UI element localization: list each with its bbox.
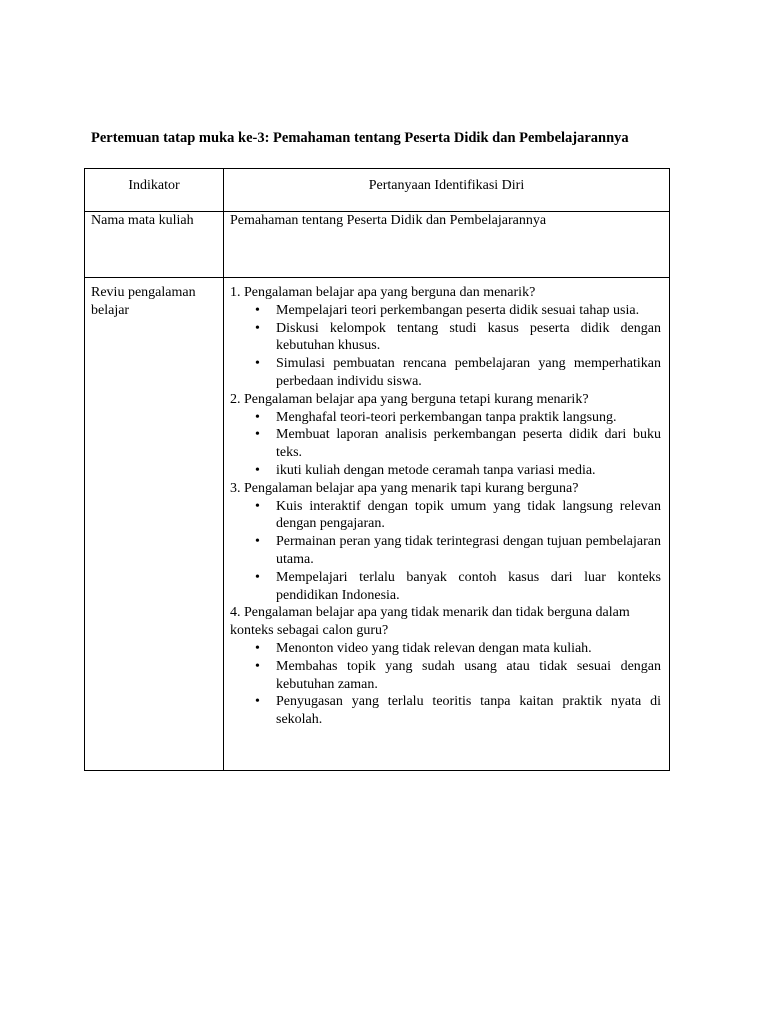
question-2: 2. Pengalaman belajar apa yang berguna tetapi kurang menarik? <box>230 391 589 407</box>
header-cell-indikator <box>85 169 224 212</box>
list-item-text: Kuis interaktif dengan topik umum yang tidak langsung relevan dengan pengajaran. <box>276 498 661 532</box>
question-4-list <box>230 640 661 729</box>
bullet-icon: • <box>255 427 260 443</box>
question-1-list <box>230 302 661 391</box>
identification-table <box>84 168 670 771</box>
list-item <box>255 569 661 605</box>
list-item-text: Membahas topik yang sudah usang atau tidak sesuai dengan kebutuhan zaman. <box>276 658 661 692</box>
table-row-review <box>85 278 670 771</box>
bullet-icon: • <box>255 409 260 425</box>
list-item-text: Menghafal teori-teori perkembangan tanpa praktik langsung. <box>276 409 617 425</box>
list-item <box>255 693 661 729</box>
list-item-text: Membuat laporan analisis perkembangan peserta didik dari buku teks. <box>276 427 661 461</box>
list-item-text: Diskusi kelompok tentang studi kasus peserta didik dengan kebutuhan khusus. <box>276 320 661 354</box>
list-item-text: Penyugasan yang terlalu teoritis tanpa kaitan praktik nyata di sekolah. <box>276 694 661 728</box>
bullet-icon: • <box>255 569 260 585</box>
question-3: 3. Pengalaman belajar apa yang menarik tapi kurang berguna? <box>230 480 579 496</box>
bullet-icon: • <box>255 462 260 478</box>
bullet-icon: • <box>255 694 260 710</box>
list-item-text: Permainan peran yang tidak terintegrasi dengan tujuan pembelajaran utama. <box>276 534 661 567</box>
bullet-icon: • <box>255 302 260 318</box>
list-item <box>255 426 661 462</box>
question-1: 1. Pengalaman belajar apa yang berguna dan menarik? <box>230 285 536 300</box>
question-4: 4. Pengalaman belajar apa yang tidak menarik dan tidak berguna dalam konteks sebagai calon guru? <box>230 605 630 639</box>
course-label: Nama mata kuliah <box>91 213 194 228</box>
list-item <box>255 498 661 534</box>
list-item-text: Mempelajari terlalu banyak contoh kasus dari luar konteks pendidikan Indonesia. <box>276 569 661 603</box>
course-label-cell <box>85 212 224 278</box>
bullet-icon: • <box>255 320 260 336</box>
review-label-cell <box>85 278 224 771</box>
course-value: Pemahaman tentang Peserta Didik dan Pembelajarannya <box>230 213 547 228</box>
list-item-text: Mempelajari teori perkembangan peserta didik sesuai tahap usia. <box>276 302 640 318</box>
list-item <box>255 302 661 320</box>
list-item-text: ikuti kuliah dengan metode ceramah tanpa variasi media. <box>276 462 596 478</box>
review-content <box>224 278 669 729</box>
table-header-row <box>85 169 670 212</box>
question-2-list <box>230 409 661 480</box>
review-content-cell <box>224 278 670 771</box>
list-item-text: Simulasi pembuatan rencana pembelajaran yang memperhatikan perbedaan individu siswa. <box>276 356 661 389</box>
review-label: Reviu pengalaman belajar <box>91 285 196 318</box>
header-pertanyaan: Pertanyaan Identifikasi Diri <box>368 178 525 193</box>
list-item <box>255 658 661 694</box>
bullet-icon: • <box>255 498 260 514</box>
bullet-icon: • <box>255 658 260 674</box>
bullet-icon: • <box>255 356 260 372</box>
page-title: Pertemuan tatap muka ke-3: Pemahaman tentang Peserta Didik dan Pembelajarannya <box>91 130 629 146</box>
question-3-list <box>230 498 661 605</box>
list-item <box>255 320 661 356</box>
list-item <box>255 640 661 658</box>
list-item <box>255 533 661 569</box>
list-item <box>255 462 661 480</box>
header-indikator: Indikator <box>128 178 180 193</box>
header-cell-pertanyaan <box>224 169 670 212</box>
list-item <box>255 355 661 391</box>
bullet-icon: • <box>255 640 260 656</box>
list-item <box>255 409 661 427</box>
course-value-cell <box>224 212 670 278</box>
bullet-icon: • <box>255 534 260 550</box>
table-row-course <box>85 212 670 278</box>
list-item-text: Menonton video yang tidak relevan dengan mata kuliah. <box>276 640 592 656</box>
